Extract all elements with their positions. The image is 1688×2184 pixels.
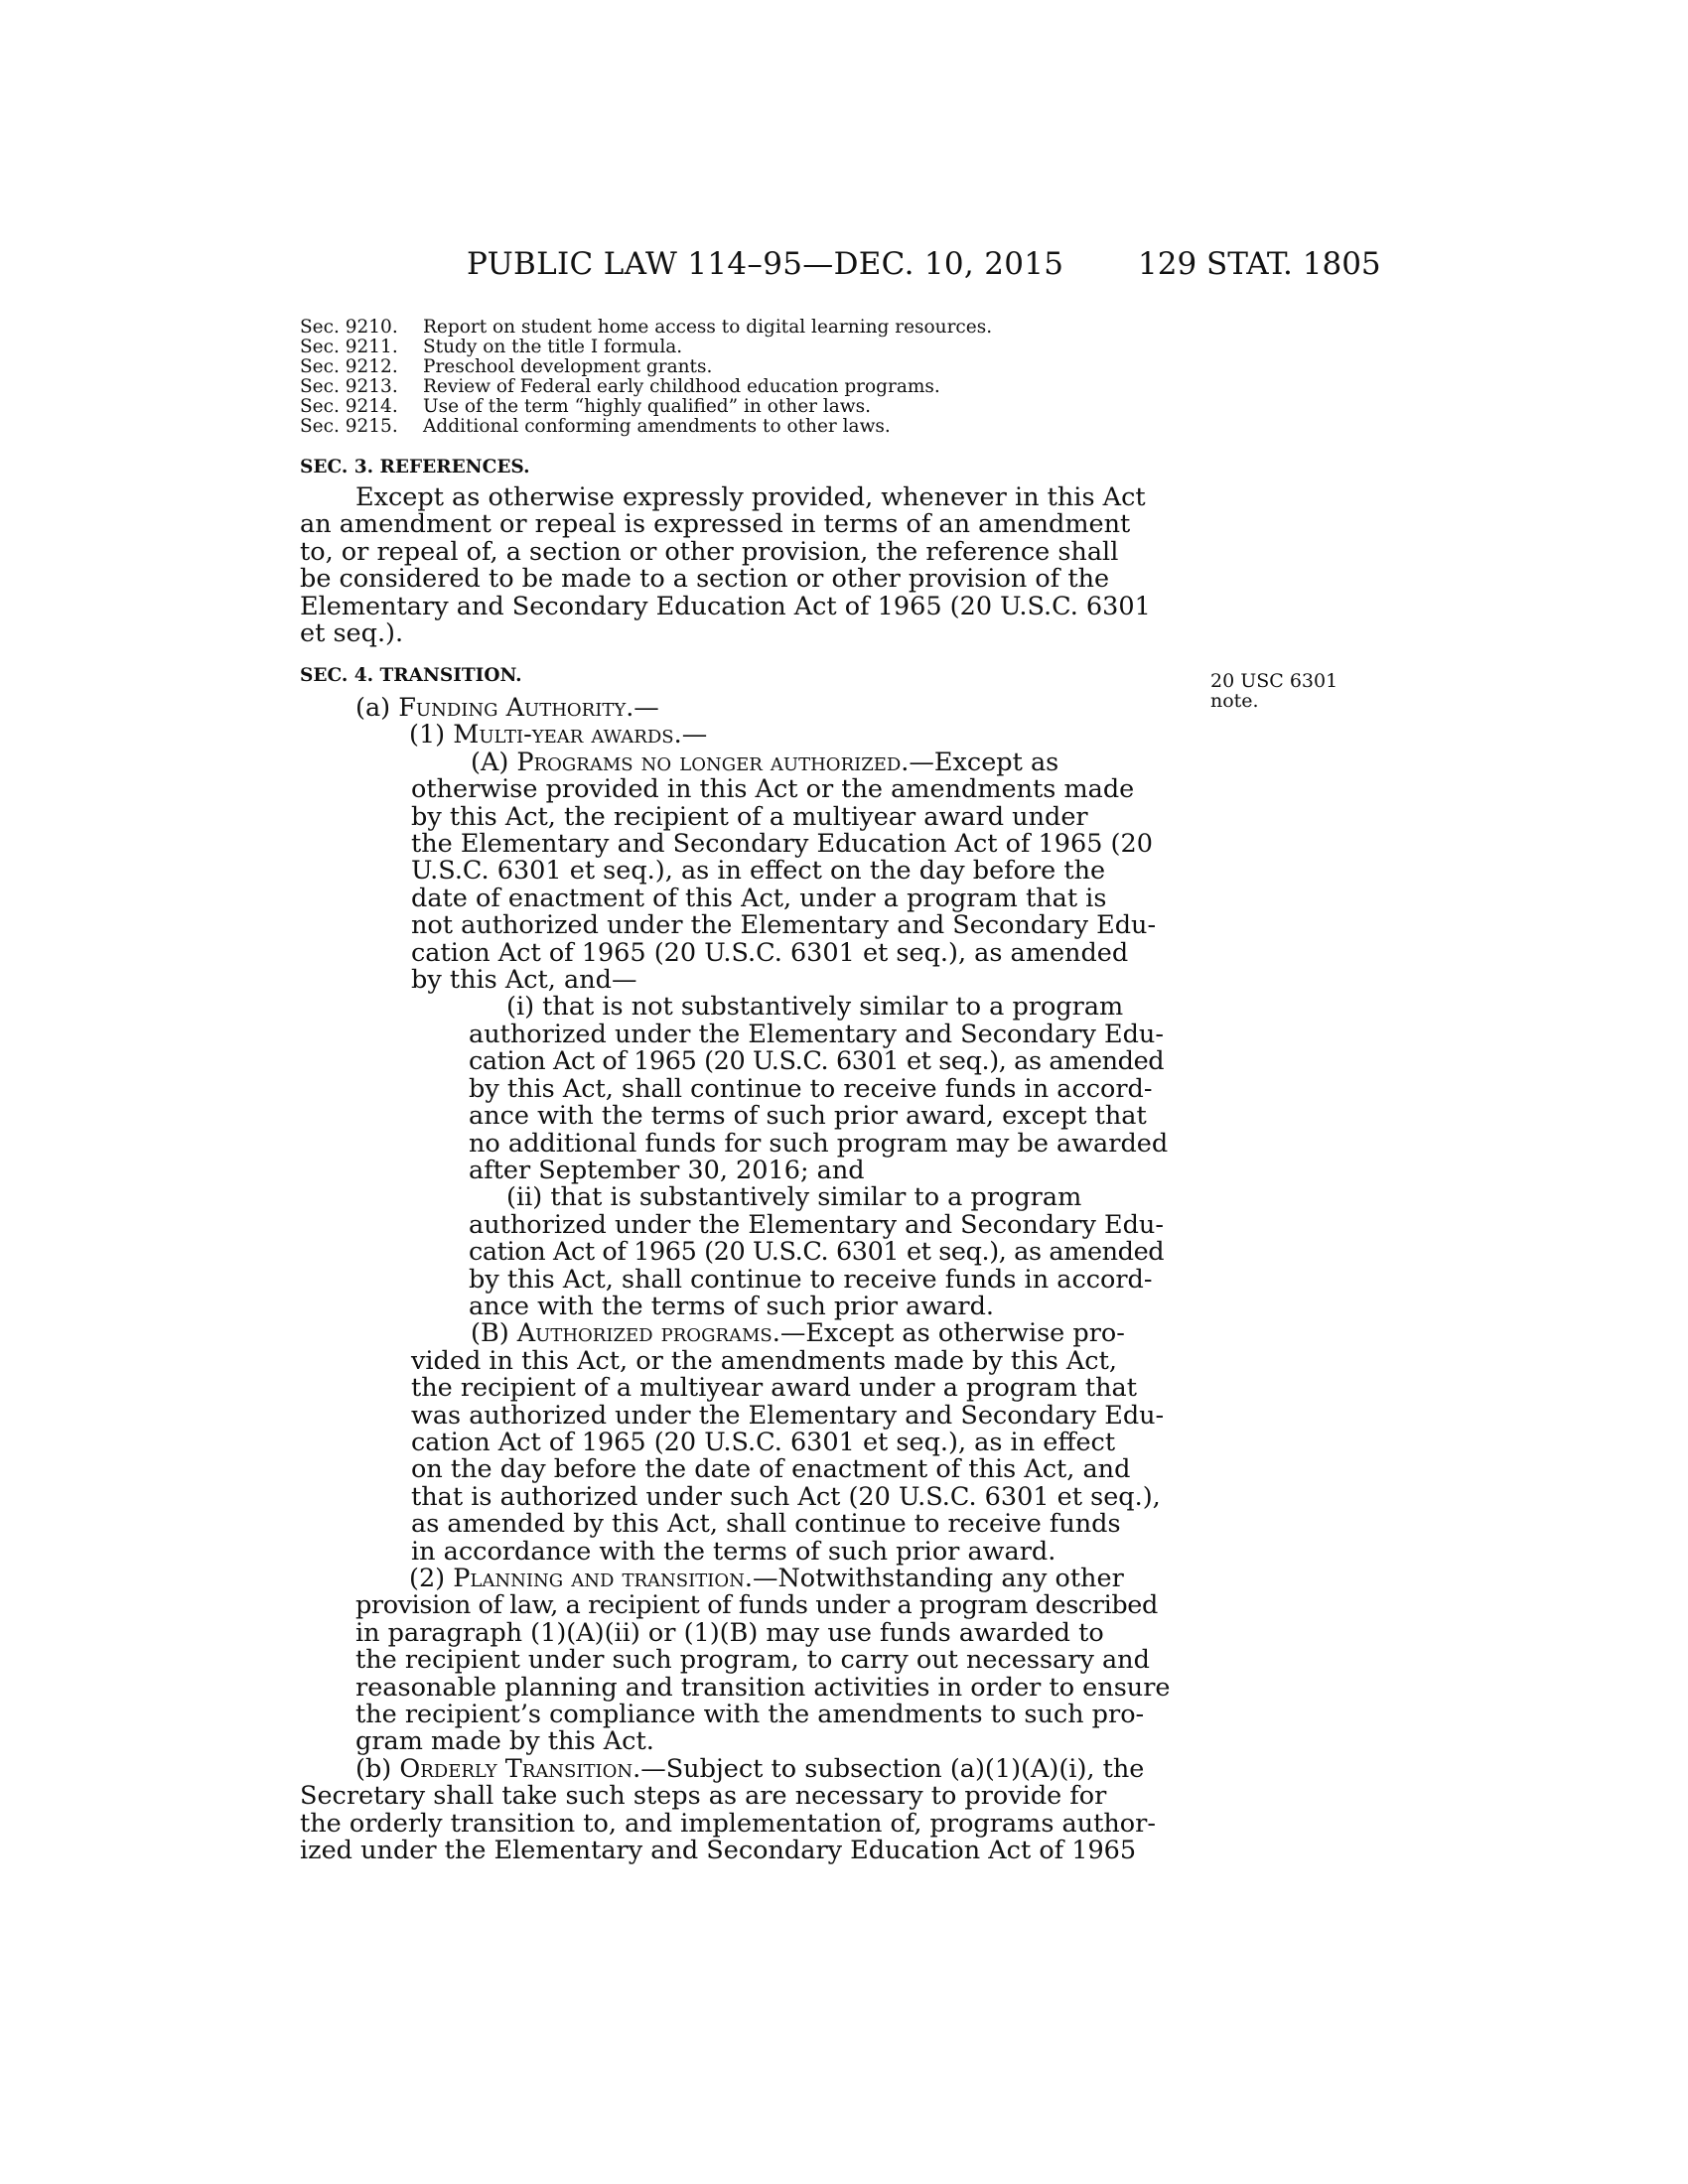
subparagraph-B-first-line — [300, 1320, 1174, 1347]
subsection-caption: Orderly Transition. — [399, 1753, 641, 1784]
page-header-stat: 129 STAT. 1805 — [1138, 246, 1381, 282]
text-run: —Except as — [909, 747, 1059, 777]
margin-note-line: note. — [1210, 690, 1259, 712]
clause-ii-first-line: (ii) that is substantively similar to a program — [506, 1182, 1082, 1213]
table-of-contents — [300, 318, 1194, 437]
text-line: by this Act, shall continue to receive funds in accord- — [469, 1073, 1153, 1104]
text-line: Except as otherwise expressly provided, whenever in this Act — [355, 482, 1146, 512]
text-line: provision of law, a recipient of funds under a program described — [355, 1590, 1158, 1621]
text-line: by this Act, and— — [411, 965, 637, 996]
toc-entry — [300, 397, 1194, 417]
text-run: —Except as otherwise pro- — [779, 1318, 1125, 1349]
clause-i-first-line: (i) that is not substantively similar to a program — [506, 992, 1124, 1023]
text-line: et seq.). — [300, 618, 404, 649]
toc-number: Sec. 9212. — [300, 356, 398, 377]
subparagraph-label: (B) — [471, 1318, 517, 1349]
toc-number: Sec. 9215. — [300, 416, 398, 437]
subparagraph-caption: Authorized programs. — [516, 1318, 780, 1349]
text-line: the recipient’s compliance with the amendments to such pro- — [355, 1700, 1145, 1730]
text-line: in accordance with the terms of such prior award. — [411, 1536, 1056, 1567]
text-line: ance with the terms of such prior award, except that — [469, 1101, 1147, 1132]
toc-number: Sec. 9210. — [300, 317, 398, 338]
margin-note — [1210, 671, 1337, 711]
text-line: the Elementary and Secondary Education Act of 1965 (20 — [411, 829, 1153, 860]
paragraph-1-heading — [300, 722, 1174, 749]
paragraph-label: (1) — [409, 720, 454, 751]
text-line: as amended by this Act, shall continue to receive funds — [411, 1509, 1121, 1540]
toc-entry — [300, 357, 1194, 377]
paragraph-2-first-line — [300, 1566, 1174, 1592]
text-line: cation Act of 1965 (20 U.S.C. 6301 et seq.), as amended — [411, 937, 1129, 968]
text-line: not authorized under the Elementary and Secondary Edu- — [411, 910, 1157, 941]
text-line: the recipient of a multiyear award under a program that — [411, 1373, 1137, 1404]
toc-number: Sec. 9211. — [300, 337, 398, 357]
toc-text: Use of the term “highly qualified” in other laws. — [423, 396, 872, 417]
text-line: date of enactment of this Act, under a program that is — [411, 883, 1107, 913]
text-line: was authorized under the Elementary and Secondary Edu- — [411, 1400, 1165, 1431]
section-4-heading: SEC. 4. TRANSITION. — [300, 665, 522, 686]
paragraph-label: (2) — [409, 1564, 454, 1593]
text-line: by this Act, shall continue to receive funds in accord- — [469, 1264, 1153, 1295]
text-line: that is authorized under such Act (20 U.S.C. 6301 et seq.), — [411, 1481, 1161, 1512]
text-line: Elementary and Secondary Education Act of 1965 (20 U.S.C. 6301 — [300, 591, 1151, 621]
subsection-a-heading — [300, 695, 1174, 722]
page-header-title: PUBLIC LAW 114–95—DEC. 10, 2015 — [467, 246, 1064, 282]
toc-number: Sec. 9214. — [300, 396, 398, 417]
subparagraph-label: (A) — [471, 747, 517, 777]
text-line: by this Act, the recipient of a multiyear award under — [411, 801, 1088, 832]
text-line: be considered to be made to a section or other provision of the — [300, 564, 1110, 595]
text-line: cation Act of 1965 (20 U.S.C. 6301 et seq.), as in effect — [411, 1427, 1116, 1457]
text-run: —Notwithstanding any other — [752, 1564, 1124, 1593]
margin-note-line: 20 USC 6301 — [1210, 670, 1338, 692]
subsection-label: (b) — [355, 1753, 400, 1784]
toc-text: Study on the title I formula. — [423, 337, 683, 357]
text-line: gram made by this Act. — [355, 1726, 654, 1757]
text-line: otherwise provided in this Act or the amendments made — [411, 774, 1135, 805]
subsection-label: (a) — [355, 693, 399, 723]
toc-text: Report on student home access to digital learning resources. — [423, 317, 993, 338]
text-line: in paragraph (1)(A)(ii) or (1)(B) may use funds awarded to — [355, 1617, 1104, 1648]
paragraph-caption: Planning and transition. — [453, 1564, 753, 1593]
toc-text: Additional conforming amendments to other laws. — [423, 416, 891, 437]
subsection-caption: Funding Authority.— — [398, 693, 659, 723]
text-line: vided in this Act, or the amendments made by this Act, — [411, 1345, 1117, 1376]
text-line: on the day before the date of enactment of this Act, and — [411, 1454, 1131, 1485]
text-line: after September 30, 2016; and — [469, 1155, 865, 1185]
toc-entry — [300, 318, 1194, 338]
text-line: authorized under the Elementary and Secondary Edu- — [469, 1209, 1164, 1240]
subparagraph-A-first-line — [300, 747, 1174, 777]
paragraph-caption: Multi-year awards.— — [453, 720, 708, 751]
text-line: the orderly transition to, and implementation of, programs author- — [300, 1808, 1156, 1839]
text-line: authorized under the Elementary and Secondary Edu- — [469, 1019, 1164, 1049]
text-line: cation Act of 1965 (20 U.S.C. 6301 et seq.), as amended — [469, 1046, 1165, 1077]
toc-entry — [300, 338, 1194, 357]
toc-text: Preschool development grants. — [423, 356, 713, 377]
text-line: reasonable planning and transition activities in order to ensure — [355, 1672, 1171, 1703]
toc-entry — [300, 417, 1194, 437]
text-line: U.S.C. 6301 et seq.), as in effect on the day before the — [411, 856, 1106, 887]
subparagraph-caption: Programs no longer authorized. — [516, 747, 910, 777]
text-line: to, or repeal of, a section or other provision, the reference shall — [300, 536, 1119, 567]
text-line: Secretary shall take such steps as are necessary to provide for — [300, 1781, 1107, 1812]
toc-number: Sec. 9213. — [300, 376, 398, 397]
text-line: ized under the Elementary and Secondary Education Act of 1965 — [300, 1836, 1137, 1866]
section-3-heading: SEC. 3. REFERENCES. — [300, 457, 530, 478]
subsection-b-first-line — [300, 1753, 1174, 1784]
text-line: an amendment or repeal is expressed in terms of an amendment — [300, 509, 1131, 540]
text-line: ance with the terms of such prior award. — [469, 1291, 995, 1321]
text-line: the recipient under such program, to carry out necessary and — [355, 1645, 1150, 1676]
text-run: —Subject to subsection (a)(1)(A)(i), the — [640, 1753, 1145, 1784]
text-line: no additional funds for such program may be awarded — [469, 1128, 1169, 1159]
text-line: cation Act of 1965 (20 U.S.C. 6301 et seq.), as amended — [469, 1237, 1165, 1268]
toc-text: Review of Federal early childhood education programs. — [423, 376, 940, 397]
section-3-body — [300, 484, 1174, 647]
toc-entry — [300, 377, 1194, 397]
section-4-body — [300, 695, 1174, 1864]
